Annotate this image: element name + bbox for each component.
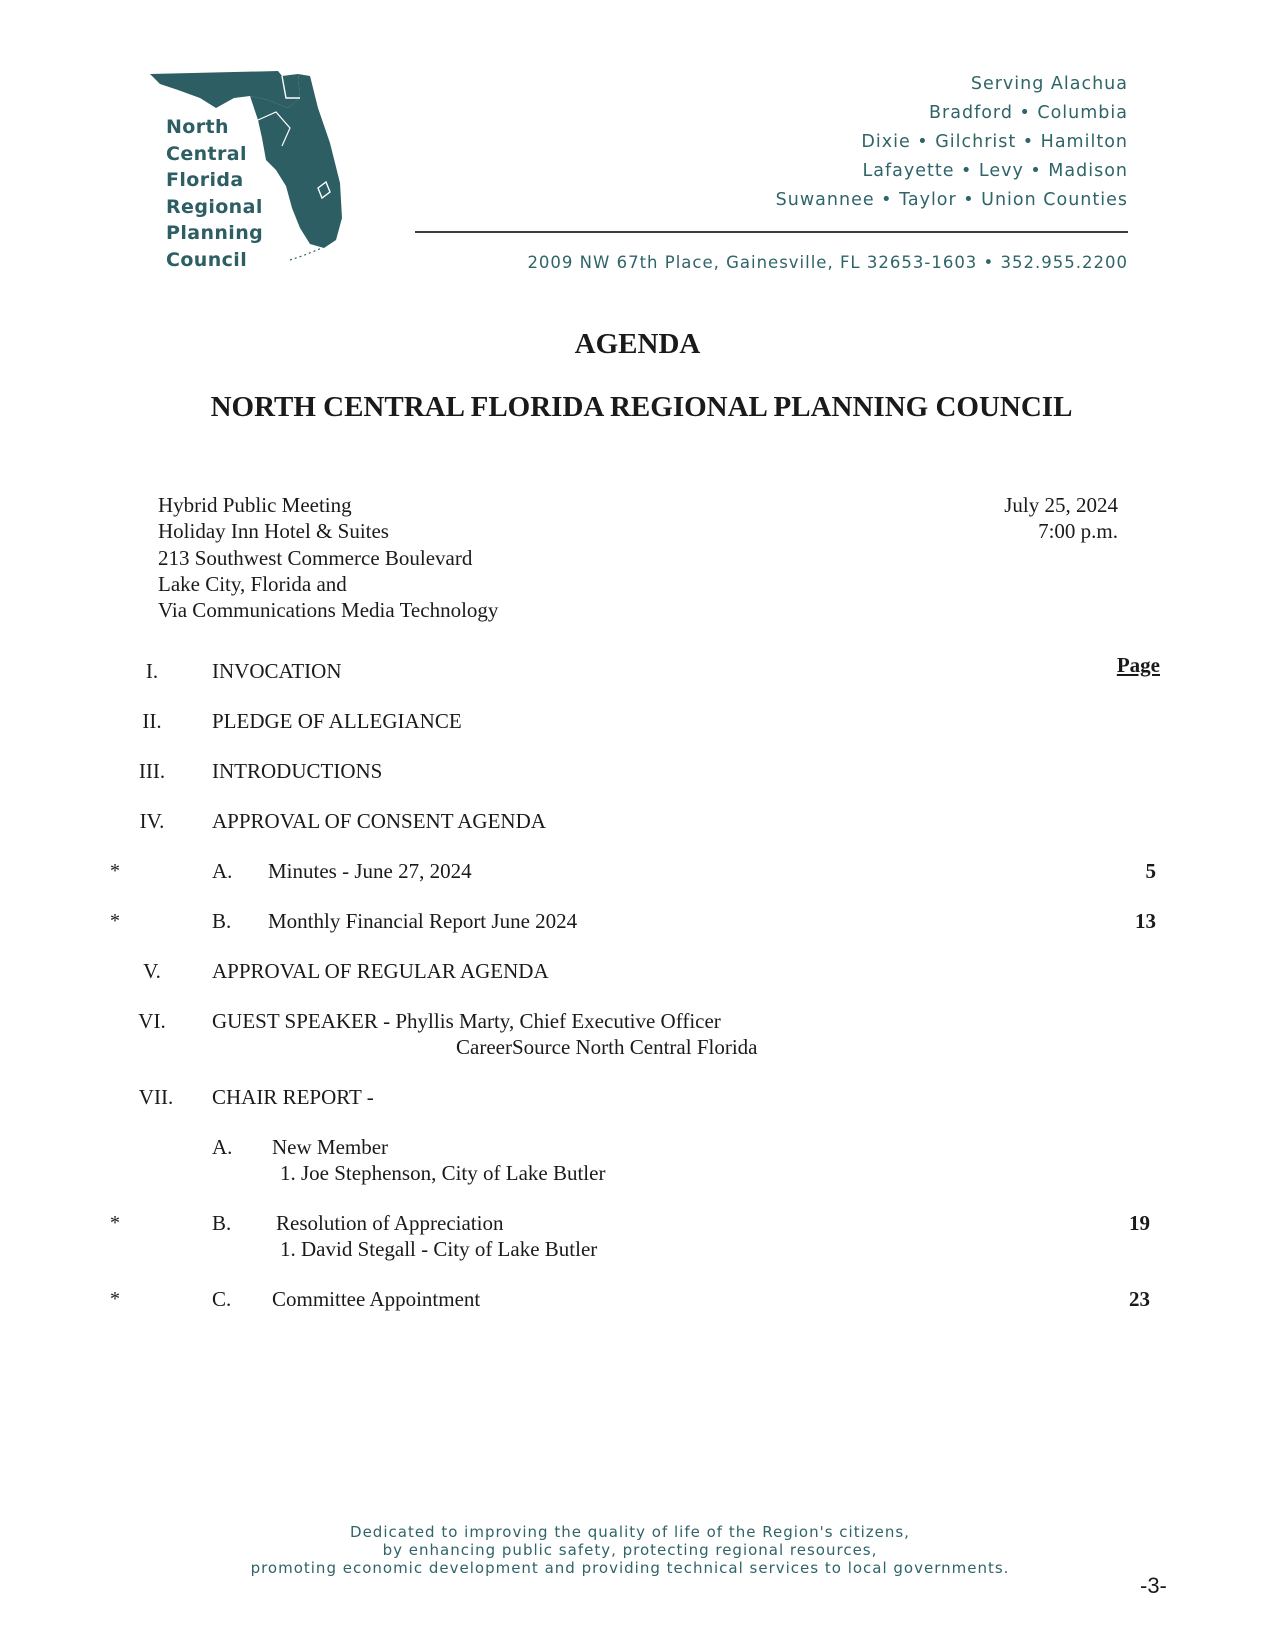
agenda-subitem-detail: 1. Joe Stephenson, City of Lake Butler bbox=[280, 1161, 606, 1185]
meeting-date: July 25, 2024 bbox=[1004, 493, 1118, 517]
agenda-item-title-continued: CareerSource North Central Florida bbox=[456, 1035, 758, 1059]
mission-statement bbox=[130, 1523, 1130, 1577]
action-item-marker: * bbox=[110, 860, 120, 882]
agenda-item-numeral: III. bbox=[138, 759, 166, 783]
logo-line: Regional bbox=[166, 195, 263, 218]
location-line: 213 Southwest Commerce Boulevard bbox=[158, 545, 473, 570]
meeting-datetime bbox=[1004, 492, 1118, 545]
agenda-subitem-letter: B. bbox=[212, 909, 232, 933]
agenda-subitem-detail: 1. David Stegall - City of Lake Butler bbox=[280, 1237, 598, 1261]
agenda-item-numeral: VII. bbox=[138, 1085, 174, 1109]
logo-line: Planning bbox=[166, 222, 264, 244]
agenda-subitem-letter: A. bbox=[212, 859, 233, 883]
counties-line: Lafayette • Levy • Madison bbox=[862, 161, 1128, 181]
mission-line: by enhancing public safety, protecting regional resources, bbox=[382, 1541, 878, 1559]
action-item-marker: * bbox=[110, 1212, 120, 1234]
action-item-marker: * bbox=[110, 910, 120, 932]
council-logo bbox=[150, 68, 360, 283]
counties-line: Suwannee • Taylor • Union Counties bbox=[775, 190, 1128, 210]
agenda-item-title: INVOCATION bbox=[212, 659, 342, 683]
location-line: Hybrid Public Meeting bbox=[158, 493, 352, 517]
agenda-subitem-title: New Member bbox=[272, 1135, 389, 1159]
agenda-item-numeral: VI. bbox=[138, 1009, 166, 1033]
agenda-subitem-title: Committee Appointment bbox=[272, 1287, 481, 1311]
page-column-label: Page bbox=[1116, 653, 1160, 677]
page-title: AGENDA bbox=[574, 328, 701, 360]
agenda-subitem-title: Resolution of Appreciation bbox=[276, 1211, 504, 1235]
agenda-subitem-letter: C. bbox=[212, 1287, 232, 1311]
mission-line: Dedicated to improving the quality of life of the Region's citizens, bbox=[350, 1523, 910, 1541]
served-counties bbox=[776, 70, 1128, 215]
council-name-heading: NORTH CENTRAL FLORIDA REGIONAL PLANNING COUNCIL bbox=[210, 391, 1073, 423]
counties-line: Serving Alachua bbox=[970, 74, 1128, 94]
council-address: 2009 NW 67th Place, Gainesville, FL 32653-1603 • 352.955.2200 bbox=[527, 253, 1128, 272]
agenda-item-title: GUEST SPEAKER - Phyllis Marty, Chief Executive Officer bbox=[212, 1009, 721, 1033]
agenda-item-title: APPROVAL OF CONSENT AGENDA bbox=[212, 809, 546, 833]
mission-line: promoting economic development and providing technical services to local governments. bbox=[250, 1559, 1010, 1577]
agenda-page-number: 13 bbox=[1135, 909, 1156, 933]
agenda-item-title: PLEDGE OF ALLEGIANCE bbox=[212, 709, 462, 733]
action-item-marker: * bbox=[110, 1288, 120, 1310]
agenda-item-title: CHAIR REPORT - bbox=[212, 1085, 374, 1109]
agenda-item-numeral: II. bbox=[142, 709, 162, 733]
agenda-page-number: 19 bbox=[1129, 1211, 1150, 1235]
agenda-item-numeral: I. bbox=[145, 659, 159, 683]
location-line: Via Communications Media Technology bbox=[158, 598, 499, 623]
logo-line: Central bbox=[166, 142, 247, 165]
counties-line: Bradford • Columbia bbox=[929, 103, 1128, 123]
agenda-item-title: APPROVAL OF REGULAR AGENDA bbox=[212, 959, 549, 983]
agenda-page-number: 5 bbox=[1145, 859, 1156, 883]
meeting-location bbox=[158, 492, 498, 623]
agenda-page-number: 23 bbox=[1129, 1287, 1150, 1311]
agenda-subitem-letter: B. bbox=[212, 1211, 232, 1235]
logo-line: North bbox=[166, 116, 229, 138]
agenda-subitem-title: Monthly Financial Report June 2024 bbox=[268, 909, 578, 933]
agenda-item-numeral: V. bbox=[143, 959, 161, 983]
agenda-item-title: INTRODUCTIONS bbox=[212, 759, 383, 783]
agenda-subitem-letter: A. bbox=[212, 1135, 233, 1159]
meeting-time: 7:00 p.m. bbox=[1038, 519, 1118, 544]
document-page-number: -3- bbox=[1140, 1573, 1167, 1598]
logo-wordmark bbox=[166, 114, 263, 273]
agenda-subitem-title: Minutes - June 27, 2024 bbox=[268, 859, 472, 883]
counties-line: Dixie • Gilchrist • Hamilton bbox=[861, 132, 1128, 152]
location-line: Lake City, Florida and bbox=[158, 571, 347, 596]
logo-line: Council bbox=[166, 248, 248, 271]
agenda-item-numeral: IV. bbox=[139, 809, 165, 833]
header-divider bbox=[415, 231, 1128, 233]
logo-line: Florida bbox=[166, 169, 244, 191]
location-line: Holiday Inn Hotel & Suites bbox=[158, 519, 389, 544]
